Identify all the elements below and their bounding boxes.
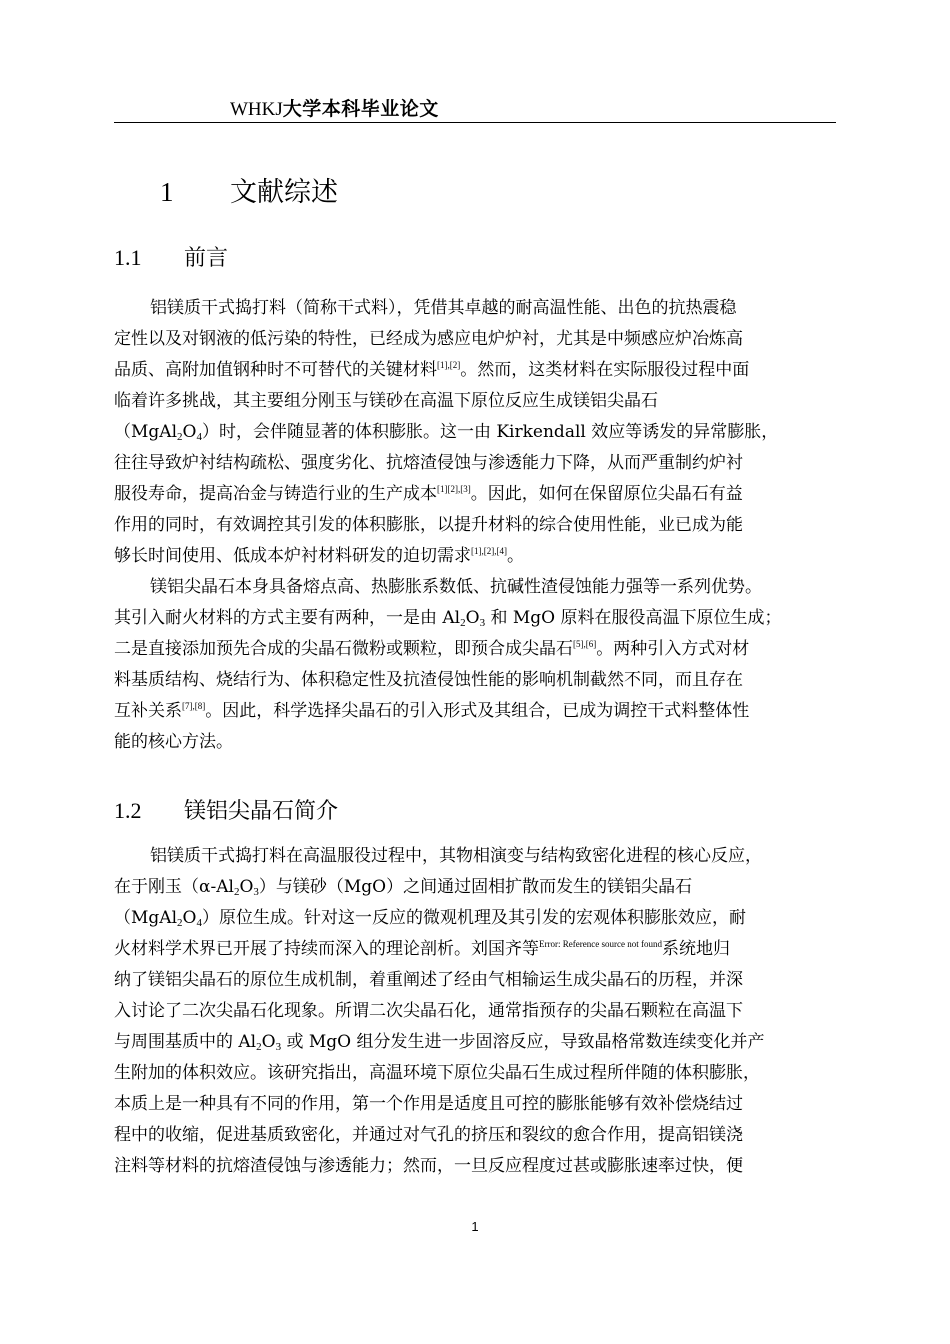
section-heading-1-2 bbox=[114, 794, 338, 825]
paragraph-intro bbox=[114, 293, 836, 572]
section-title: 镁铝尖晶石简介 bbox=[184, 799, 339, 824]
text-line: 互补关系[7],[8]。因此，科学选择尖晶石的引入形式及其组合，已成为调控干式料整体性 bbox=[114, 701, 750, 721]
text-line: 作用的同时，有效调控其引发的体积膨胀，以提升材料的综合使用性能，业已成为能 bbox=[114, 515, 743, 535]
text-line: 品质、高附加值钢种时不可替代的关键材料[1],[2]。然而，这类材料在实际服役过程中面 bbox=[114, 360, 750, 380]
text-line: 纳了镁铝尖晶石的原位生成机制，着重阐述了经由气相输运生成尖晶石的历程，并深 bbox=[114, 970, 743, 990]
text-line: 二是直接添加预先合成的尖晶石微粉或颗粒，即预合成尖晶石[5],[6]。两种引入方式对材 bbox=[114, 639, 750, 659]
text-line: 镁铝尖晶石本身具备熔点高、热膨胀系数低、抗碱性渣侵蚀能力强等一系列优势。 bbox=[150, 577, 762, 597]
text-line: 够长时间使用、低成本炉衬材料研发的迫切需求[1],[2],[4]。 bbox=[114, 546, 524, 566]
section-title: 前言 bbox=[184, 246, 229, 271]
citation: [5],[6] bbox=[573, 639, 597, 649]
text-line: 火材料学术界已开展了持续而深入的理论剖析。刘国齐等$^{Error: Reference source not found}$系统地归 bbox=[114, 939, 730, 959]
citation: [1][2],[3] bbox=[437, 484, 471, 494]
text-line: 服役寿命，提高冶金与铸造行业的生产成本[1][2],[3]。因此，如何在保留原位尖晶石有益 bbox=[114, 484, 743, 504]
section-heading-1-1 bbox=[114, 241, 228, 272]
paragraph-spinel-intro bbox=[114, 572, 836, 758]
text-line: 定性以及对钢液的低污染的特性，已经成为感应电炉炉衬，尤其是中频感应炉冶炼高 bbox=[114, 329, 743, 349]
text-line: $(MgAl_2O_4)$原位生成。针对这一反应的微观机理及其引发的宏观体积膨胀效应，耐 bbox=[114, 908, 746, 929]
page-header bbox=[114, 92, 836, 123]
citation: [1],[2],[4] bbox=[471, 546, 507, 556]
text-line: 程中的收缩，促进基质致密化，并通过对气孔的挤压和裂纹的愈合作用，提高铝镁浇 bbox=[114, 1125, 743, 1145]
chapter-title: 文献综述 bbox=[230, 177, 338, 208]
citation-error: Error: Reference source not found bbox=[539, 939, 662, 949]
text-line: 往往导致炉衬结构疏松、强度劣化、抗熔渣侵蚀与渗透能力下降，从而严重制约炉衬 bbox=[114, 453, 743, 473]
text-line: 能的核心方法。 bbox=[114, 732, 233, 752]
text-line: 本质上是一种具有不同的作用，第一个作用是适度且可控的膨胀能够有效补偿烧结过 bbox=[114, 1094, 743, 1114]
text-line: $(MgAl_2O_4)$时，会伴随显著的体积膨胀。这一由 Kirkendall 效应等诱发的异常膨胀， bbox=[114, 422, 779, 443]
citation: [7],[8] bbox=[182, 701, 206, 711]
chapter-number: 1 bbox=[160, 177, 174, 207]
text-line: 生附加的体积效应。该研究指出，高温环境下原位尖晶石生成过程所伴随的体积膨胀， bbox=[114, 1063, 760, 1083]
section-number: 1.1 bbox=[114, 245, 142, 270]
text-line: 注料等材料的抗熔渣侵蚀与渗透能力；然而，一旦反应程度过甚或膨胀速率过快，便 bbox=[114, 1156, 743, 1176]
text-line: 在于刚玉$(\alpha-Al_2O_3)$与镁砂（MgO）之间通过固相扩散而发生的镁铝尖晶石 bbox=[114, 877, 693, 898]
text-line: 铝镁质干式捣打料在高温服役过程中，其物相演变与结构致密化进程的核心反应， bbox=[150, 846, 762, 866]
text-line: 其引入耐火材料的方式主要有两种，一是由 $Al_2O_3$ 和 MgO 原料在服役高温下原位生成； bbox=[114, 608, 782, 629]
section-number: 1.2 bbox=[114, 798, 142, 823]
text-line: 入讨论了二次尖晶石化现象。所谓二次尖晶石化，通常指预存的尖晶石颗粒在高温下 bbox=[114, 1001, 743, 1021]
text-line: 临着许多挑战，其主要组分刚玉与镁砂在高温下原位反应生成镁铝尖晶石 bbox=[114, 391, 658, 411]
text-line: 与周围基质中的 $Al_2O_3$ 或 MgO 组分发生进一步固溶反应，导致晶格常数连续变化并产 bbox=[114, 1032, 765, 1053]
citation: [1],[2] bbox=[437, 360, 461, 370]
text-line: 铝镁质干式捣打料（简称干式料），凭借其卓越的耐高温性能、出色的抗热震稳 bbox=[150, 298, 737, 318]
header-title: WHKJ大学本科毕业论文 bbox=[230, 98, 439, 120]
text-line: 料基质结构、烧结行为、体积稳定性及抗渣侵蚀性能的影响机制截然不同，而且存在 bbox=[114, 670, 743, 690]
page-number: 1 bbox=[471, 1219, 479, 1234]
paragraph-spinel-mechanism bbox=[114, 841, 836, 1182]
chapter-heading bbox=[160, 170, 338, 209]
